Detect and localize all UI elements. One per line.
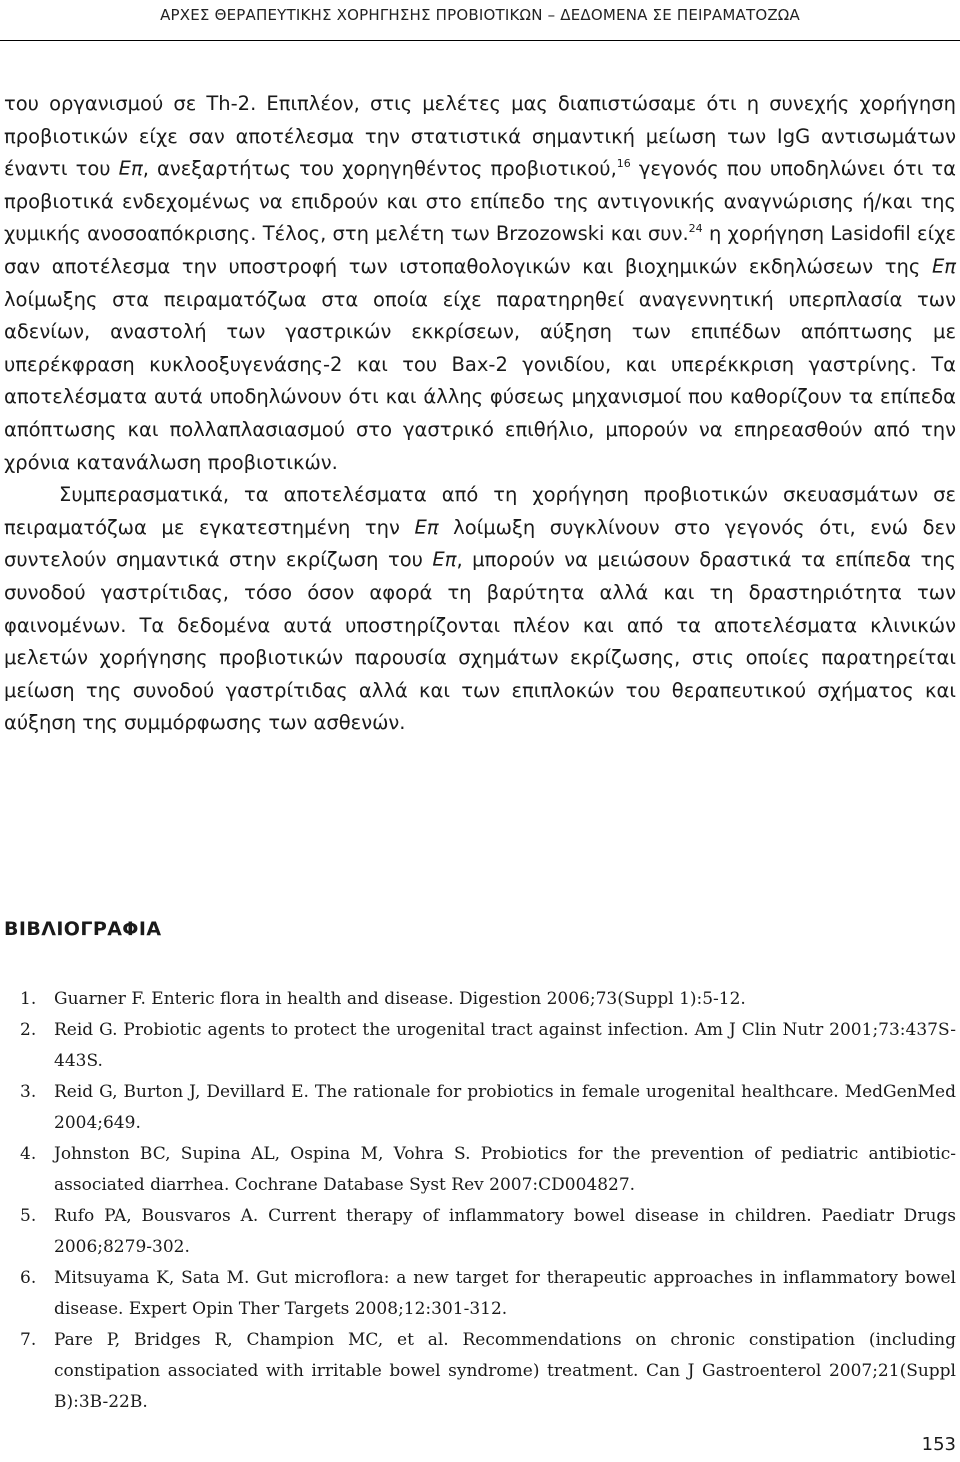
bibliography-heading: ΒΙΒΛΙΟΓΡΑΦΙΑ: [4, 918, 162, 940]
header-divider: [0, 40, 960, 41]
reference-text: Mitsuyama K, Sata M. Gut microflora: a new target for therapeutic approaches in inflammatory bowel disease. Expert Opin Ther Targets 2008;12:301-312.: [54, 1268, 956, 1319]
paragraph-conclusion: [4, 479, 956, 740]
page-number: 153: [921, 1434, 956, 1455]
italic-term: Επ: [414, 515, 439, 539]
reference-number: 4.: [20, 1144, 37, 1164]
article-body: [4, 88, 956, 740]
reference-text: Rufo PA, Bousvaros A. Current therapy of inflammatory bowel disease in children. Paediatr Drugs 2006;8279-302.: [54, 1206, 956, 1257]
text-run: λοίμωξη συγκλίνουν στο γεγονός ότι, ενώ δεν συντελούν σημαντικά στην εκρίζωση του: [4, 515, 956, 572]
text-run: , μπορούν να μειώσουν δραστικά τα επίπεδα της συνοδού γαστρίτιδας, τόσο όσον αφορά τη βαρύτητα αλλά και τη δραστηριότητα των φαινομένων. Τα δεδομένα αυτά υποστηρίζονται πλέον και από τα αποτελέσματα κλινικών μελετών χορήγησης προβιοτικών παρουσία σχημάτων εκρίζωσης, στις οποίες παρατηρείται μείωση της συνοδού γαστρίτιδας αλλά και των επιπλοκών του θεραπευτικού σχήματος και αύξηση της συμμόρφωσης των ασθενών.: [4, 548, 956, 735]
paragraph-continuation: [4, 88, 956, 479]
text-run: λοίμωξης στα πειραματόζωα στα οποία είχε παρατηρηθεί αναγεννητική υπερπλασία των αδενίων, αναστολή των γαστρικών εκκρίσεων, αύξηση των επιπέδων απόπτωσης με υπερέκφραση κυκλοοξυγενάσης-2 και του Bax-2 γονιδίου, και υπερέκκριση γαστρίνης. Τα αποτελέσματα αυτά υποδηλώνουν ότι και άλλης φύσεως μηχανισμοί που καθορίζουν τα επίπεδα απόπτωσης και πολλαπλασιασμού στο γαστρικό επιθήλιο, μπορούν να επηρεασθούν από την χρόνια κατανάλωση προβιοτικών.: [4, 287, 956, 474]
reference-item: [20, 1263, 956, 1325]
reference-number: 3.: [20, 1082, 37, 1102]
text-run: η χορήγηση Lasidofil είχε σαν αποτέλεσμα την υποστροφή των ιστοπαθολογικών και βιοχημικών εκδηλώσεων της: [4, 222, 957, 278]
reference-item: [20, 1201, 956, 1263]
text-run: Συμπερασματικά, τα αποτελέσματα από τη χορήγηση προβιοτικών σκευασμάτων σε πειραματόζωα με εγκατεστημένη την: [4, 483, 956, 539]
italic-term: Επ: [931, 254, 956, 278]
reference-item: [20, 1325, 956, 1418]
italic-term: Επ: [118, 157, 143, 181]
reference-text: Pare P, Bridges R, Champion MC, et al. Recommendations on chronic constipation (including constipation associated with irritable bowel syndrome) treatment. Can J Gastroenterol 2007;21(Suppl B):3B-22B.: [54, 1330, 956, 1412]
reference-number: 7.: [20, 1330, 37, 1350]
text-run: του οργανισμού σε Th-2. Επιπλέον, στις μελέτες μας διαπιστώσαμε ότι η συνεχής χορήγηση προβιοτικών είχε σαν αποτέλεσμα την στατιστικά σημαντική μείωση των IgG αντισωμάτων έναντι του: [4, 92, 956, 181]
text-run: γεγονός που υποδηλώνει ότι τα προβιοτικά ενδεχομένως να επιδρούν και στο επίπεδο της αντιγονικής αναγνώρισης ή/και της χυμικής ανοσοαπόκρισης. Τέλος, στη μελέτη των Brzozowski και συν.: [4, 157, 956, 246]
citation-superscript: 16: [616, 157, 631, 171]
reference-item: [20, 984, 956, 1015]
italic-term: Επ: [432, 548, 457, 572]
reference-text: Johnston BC, Supina AL, Ospina M, Vohra S. Probiotics for the prevention of pediatric antibiotic-associated diarrhea. Cochrane Database Syst Rev 2007:CD004827.: [54, 1144, 956, 1195]
reference-text: Reid G. Probiotic agents to protect the urogenital tract against infection. Am J Clin Nutr 2001;73:437S-443S.: [54, 1020, 956, 1071]
reference-number: 1.: [20, 989, 37, 1009]
reference-item: [20, 1139, 956, 1201]
reference-item: [20, 1015, 956, 1077]
reference-item: [20, 1077, 956, 1139]
reference-text: Reid G, Burton J, Devillard E. The rationale for probiotics in female urogenital healthcare. MedGenMed 2004;649.: [54, 1082, 956, 1133]
reference-list: [20, 984, 956, 1418]
reference-text: Guarner F. Enteric flora in health and disease. Digestion 2006;73(Suppl 1):5-12.: [54, 989, 746, 1009]
citation-superscript: 24: [688, 222, 703, 236]
reference-number: 2.: [20, 1020, 37, 1040]
running-header: ΑΡΧΕΣ ΘΕΡΑΠΕΥΤΙΚΗΣ ΧΟΡΗΓΗΣΗΣ ΠΡΟΒΙΟΤΙΚΩΝ – ΔΕΔΟΜΕΝΑ ΣΕ ΠΕΙΡΑΜΑΤΟΖΩΑ: [160, 6, 800, 24]
reference-number: 6.: [20, 1268, 37, 1288]
text-run: , ανεξαρτήτως του χορηγηθέντος προβιοτικού,: [142, 157, 617, 181]
reference-number: 5.: [20, 1206, 37, 1226]
